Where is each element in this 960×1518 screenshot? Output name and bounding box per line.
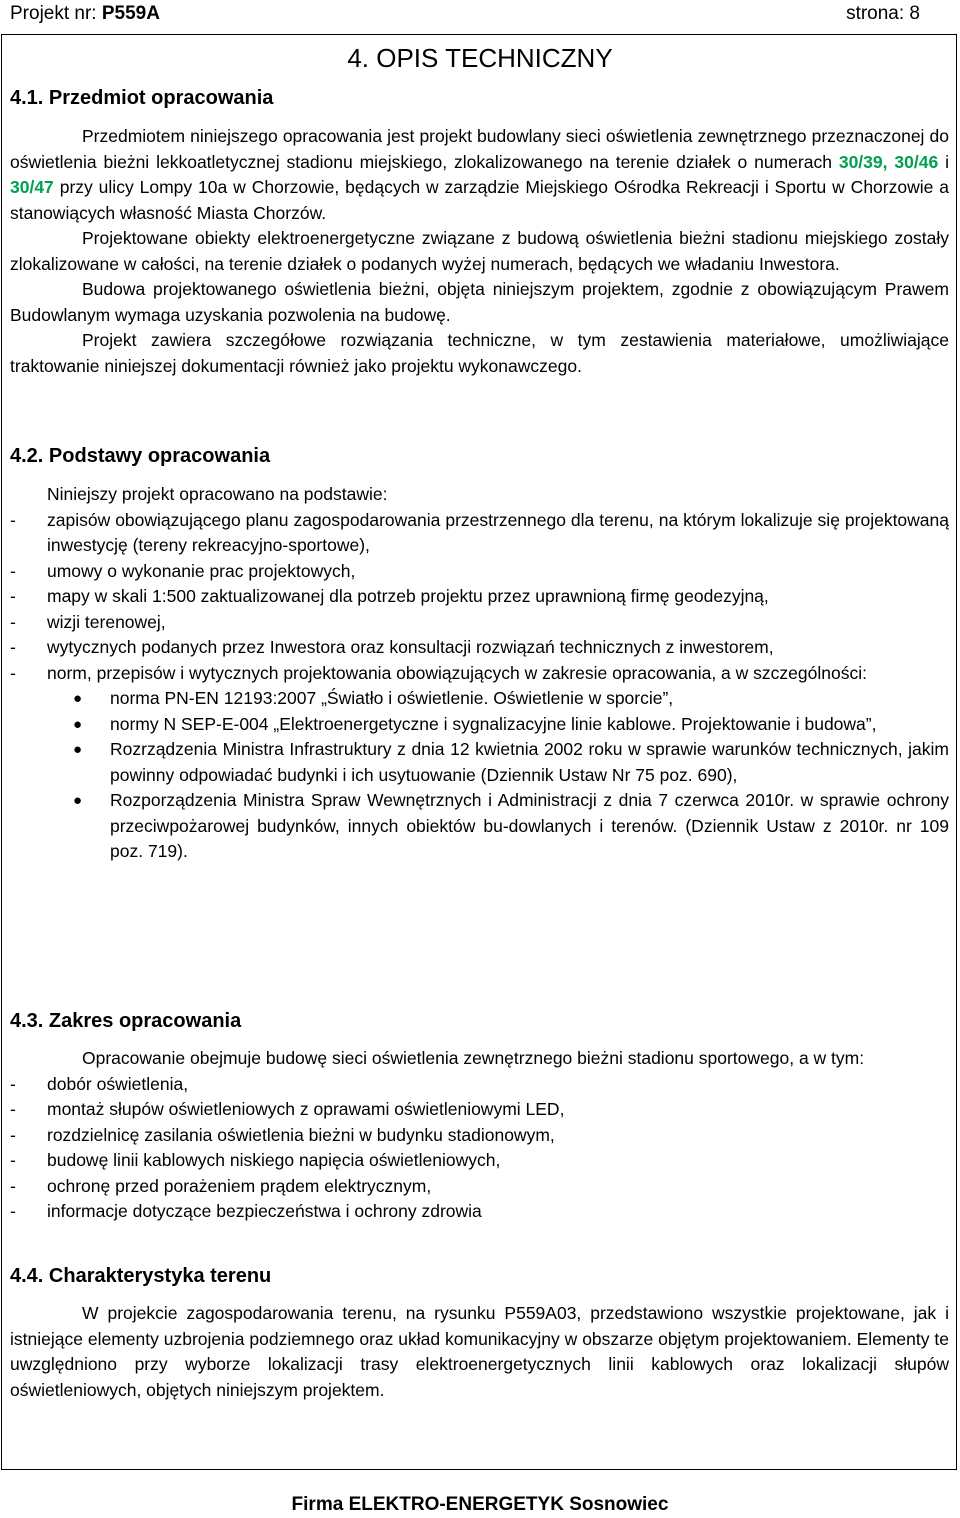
list-item-text: umowy o wykonanie prac projektowych, <box>47 560 356 581</box>
paragraph-subject <box>10 124 949 226</box>
bullet-item <box>10 686 949 712</box>
list-dash: - <box>10 1150 16 1170</box>
list-dash: - <box>10 1124 16 1145</box>
list-item-text: dobór oświetlenia, <box>47 1073 189 1094</box>
section-4-3-body <box>10 1046 949 1225</box>
bullet-icon: ● <box>73 715 83 733</box>
list-item <box>10 610 949 636</box>
company-footer: Firma ELEKTRO-ENERGETYK Sosnowiec <box>291 1494 669 1515</box>
paragraph-text: przy ulicy Lompy 10a w Chorzowie, będących w zarządzie Miejskiego Ośrodka Rekreacji i Sportu w Chorzowie a stanowiących własność Miasta Chorzów. <box>10 177 949 223</box>
list-item-text: rozdzielnicę zasilania oświetlenia bieżni w budynku stadionowym, <box>47 1124 555 1145</box>
section-4-2-body <box>10 482 949 865</box>
basis-intro: Niniejszy projekt opracowano na podstawie: <box>47 484 388 504</box>
project-number: P559A <box>101 3 160 24</box>
list-item <box>10 508 949 559</box>
list-dash: - <box>10 611 16 632</box>
list-item <box>10 635 949 661</box>
list-item <box>10 1097 949 1123</box>
paragraph-permit: Budowa projektowanego oświetlenia bieżni, objęta niniejszym projektem, zgodnie z obowiązującym Prawem Budowlanym wymaga uzyskania pozwolenia na budowę. <box>10 279 949 325</box>
paragraph-scope: Projekt zawiera szczegółowe rozwiązania techniczne, w tym zestawienia materiałowe, umożliwiające traktowanie niniejszej dokumentacji również jako projektu wykonawczego. <box>10 330 949 376</box>
list-dash: - <box>10 1201 16 1221</box>
document-title: 4. OPIS TECHNICZNY <box>347 43 613 73</box>
list-dash: - <box>10 509 16 530</box>
paragraph-terrain: W projekcie zagospodarowania terenu, na rysunku P559A03, przedstawiono wszystkie projektowane, jak i istniejące elementy uzbrojenia podziemnego oraz układ komunikacyjny w obszarze objętym projektowaniem. Elementy te uwzględniono przy wyborze lokalizacji trasy elektroenergetycznych linii kablowych oraz lokalizacji słupów oświetleniowych, objętych niniejszym projektem. <box>10 1303 949 1400</box>
parcel-number: 30/46 <box>894 151 939 172</box>
bullet-icon: ● <box>73 792 83 809</box>
bullet-item <box>10 712 949 738</box>
page-header <box>10 0 920 28</box>
scope-intro: Opracowanie obejmuje budowę sieci oświetlenia zewnętrznego bieżni stadionu sportowego, a w tym: <box>82 1048 865 1068</box>
bullet-icon: ● <box>73 741 83 758</box>
list-item <box>10 559 949 585</box>
bullet-item-text: Rozrządzenia Ministra Infrastruktury z dnia 12 kwietnia 2002 roku w sprawie warunków technicznych, jakim powinny odpowiadać budynki i ich usytuowanie (Dziennik Ustaw Nr 75 poz. 690), <box>110 739 949 785</box>
conjunction: i <box>938 151 949 172</box>
section-4-4-body <box>10 1301 949 1403</box>
list-dash: - <box>10 1175 16 1196</box>
list-item <box>10 584 949 610</box>
list-item <box>10 1123 949 1149</box>
list-item <box>10 1174 949 1200</box>
bullet-item-text: Rozporządzenia Ministra Spraw Wewnętrznych i Administracji z dnia 7 czerwca 2010r. w sprawie ochrony przeciwpożarowej budynków, innych obiektów bu-dowlanych i terenów. (Dziennik Ustaw z 2010r. nr 109 poz. 719). <box>110 790 949 861</box>
bullet-item <box>10 737 949 788</box>
list-item-text: montaż słupów oświetleniowych z oprawami oświetleniowymi LED, <box>47 1099 565 1119</box>
list-item <box>10 1148 949 1174</box>
list-dash: - <box>10 560 16 581</box>
list-item <box>10 661 949 687</box>
section-heading-4-3: 4.3. Zakres opracowania <box>10 1010 242 1032</box>
bullet-icon: ● <box>73 690 83 707</box>
list-item-text: ochronę przed porażeniem prądem elektrycznym, <box>47 1175 432 1196</box>
paragraph-text: Przedmiotem niniejszego opracowania jest projekt budowlany sieci oświetlenia zewnętrznego przeznaczonej do oświetlenia bieżni lekkoatletycznej stadionu miejskiego, zlokalizowanego na terenie działek o numerach <box>10 126 949 172</box>
list-item-text: mapy w skali 1:500 zaktualizowanej dla potrzeb projektu przez uprawnioną firmę geodezyjną, <box>47 586 769 606</box>
section-4-1-body <box>10 124 949 379</box>
list-dash: - <box>10 637 16 657</box>
project-label <box>10 0 160 28</box>
list-item-text: zapisów obowiązującego planu zagospodarowania przestrzennego dla terenu, na którym lokalizuje się projektowaną inwestycję (tereny rekreacyjno-sportowe), <box>47 509 949 555</box>
list-item <box>10 1072 949 1098</box>
list-item-text: informacje dotyczące bezpieczeństwa i ochrony zdrowia <box>47 1201 482 1221</box>
bullet-item-text: normy N SEP-E-004 „Elektroenergetyczne i sygnalizacyjne linie kablowe. Projektowanie i budowa”, <box>110 713 877 734</box>
bullet-item-text: norma PN-EN 12193:2007 „Światło i oświetlenie. Oświetlenie w sporcie”, <box>110 688 674 708</box>
list-dash: - <box>10 586 16 606</box>
list-dash: - <box>10 1073 16 1094</box>
section-heading-4-4: 4.4. Charakterystyka terenu <box>10 1265 272 1287</box>
list-dash: - <box>10 1099 16 1119</box>
bullet-item <box>10 788 949 865</box>
project-label-text: Projekt nr: <box>10 3 97 24</box>
section-heading-4-1: 4.1. Przedmiot opracowania <box>10 87 274 109</box>
paragraph-objects: Projektowane obiekty elektroenergetyczne związane z budową oświetlenia bieżni stadionu miejskiego zostały zlokalizowane w całości, na terenie działek o podanych wyżej numerach, będących we władaniu Inwestora. <box>10 228 949 274</box>
list-item <box>10 1199 949 1225</box>
list-dash: - <box>10 662 16 683</box>
section-heading-4-2: 4.2. Podstawy opracowania <box>10 445 271 467</box>
page-number: strona: 8 <box>846 3 920 24</box>
list-item-text: wizji terenowej, <box>47 611 166 632</box>
parcel-number: 30/47 <box>10 177 54 197</box>
list-item-text: budowę linii kablowych niskiego napięcia oświetleniowych, <box>47 1150 501 1170</box>
list-item-text: wytycznych podanych przez Inwestora oraz konsultacji rozwiązań technicznych z inwestorem, <box>47 637 774 657</box>
parcel-number: 30/39, <box>838 151 888 172</box>
list-item-text: norm, przepisów i wytycznych projektowania obowiązujących w zakresie opracowania, a w szczególności: <box>47 662 867 683</box>
